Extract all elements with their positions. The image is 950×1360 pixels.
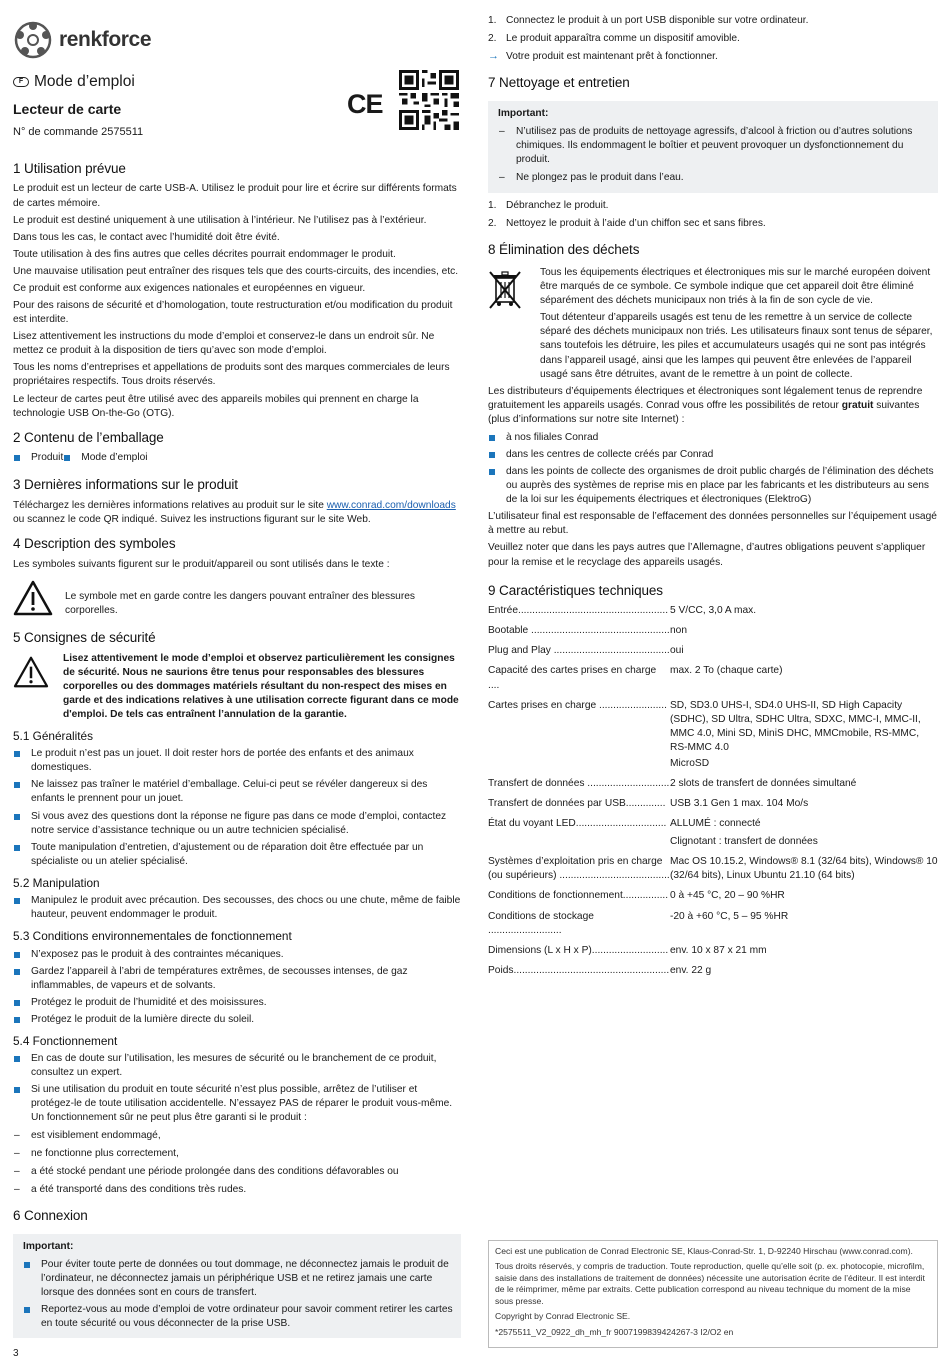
paragraph: Pour des raisons de sécurité et d’homologation, toute restructuration et/ou modification du produit est interdite. — [13, 300, 453, 326]
imprint-line: Ceci est une publication de Conrad Electronic SE, Klaus-Conrad-Str. 1, D-92240 Hirschau (www.conrad.com). — [495, 1246, 913, 1256]
list-item: Reportez-vous au mode d’emploi de votre ordinateur pour savoir comment retirer les cartes en toute sécurité ou vous déconnecter de la prise USB. — [23, 1303, 453, 1331]
spec-value — [670, 817, 938, 855]
list-item: Mode d’emploi — [63, 451, 147, 465]
list-item: Si vous avez des questions dont la réponse ne figure pas dans ce mode d’emploi, contactez notre service d’assistance technique ou un autre technicien spécialisé. — [13, 810, 461, 838]
operation-list — [13, 1052, 461, 1125]
list-item: dans les centres de collecte créés par Conrad — [488, 448, 938, 462]
spec-value-line: Clignotant : transfert de données — [670, 836, 818, 848]
connection-steps — [488, 14, 938, 46]
section-package-contents — [13, 429, 461, 469]
spec-value: oui — [670, 645, 684, 657]
text-run: ou scannez le code QR indiqué. Suivez les instructions figurant sur le site Web. — [13, 514, 371, 526]
spec-row — [488, 910, 938, 944]
paragraph: Les symboles suivants figurent sur le produit/appareil ou sont utilisés dans le texte : — [13, 558, 390, 570]
warning-icon — [13, 580, 57, 621]
important-label: Important: — [498, 107, 549, 119]
paragraph: Veuillez noter que dans les pays autres que l’Allemagne, d’autres obligations peuvent s’appliquer pour la remise et le recyclage des appareils usagés. — [488, 542, 926, 568]
paragraph: Tout détenteur d’appareils usagés est tenu de les remettre à un service de collecte séparé des déchets municipaux non triés. Les utilisateurs finaux sont tenus de séparer, sans toutefois les détruire, les piles et accumulateurs usagés qui ne sont pas intégrés dans l’appareil usagé, ainsi que les lampes qui peuvent être enlevées de l’appareil usagé sans être détruites, avant de le remettre à un point de collecte. — [540, 312, 933, 380]
section-title: 9 Caractéristiques techniques — [488, 582, 663, 598]
section-title: 4 Description des symboles — [13, 536, 176, 552]
paragraph: Le lecteur de cartes peut être utilisé avec des appareils mobiles qui prennent en charge la technologie USB On-the-Go (OTG). — [13, 393, 419, 419]
spec-value-line: ALLUMÉ : connecté — [670, 818, 761, 830]
environment-list — [13, 948, 461, 1027]
spec-row — [488, 964, 938, 984]
important-box — [488, 101, 938, 193]
spec-value — [670, 699, 938, 777]
spec-row — [488, 797, 938, 817]
step-number: 1. — [488, 200, 497, 212]
text-run-bold: gratuit — [841, 399, 874, 411]
section-symbols — [13, 535, 461, 621]
paragraph: L’utilisateur final est responsable de l’effacement des données personnelles sur l’équipement usagé à mettre au rebut. — [488, 511, 937, 537]
product-title: Lecteur de carte — [13, 101, 122, 118]
step-text: Débranchez le produit. — [506, 200, 609, 212]
spec-value: 5 V/CC, 3,0 A max. — [670, 605, 757, 617]
list-item: dans les points de collecte des organismes de droit public chargés de l’élimination des déchets ou auprès des systèmes de reprise mis en place par les fabricants et les distributeurs au sens de la loi sur les équipements électriques et électroniques (ElektroG) — [488, 465, 938, 507]
section-safety — [13, 629, 461, 1197]
spec-value: Mac OS 10.15.2, Windows® 8.1 (32/64 bits), Windows® 10 (32/64 bits), Linux Ubuntu 21.10 (64 bits) — [670, 856, 938, 882]
spec-value-line: MicroSD — [670, 757, 710, 769]
spec-value: max. 2 To (chaque carte) — [670, 665, 783, 677]
section-title: 7 Nettoyage et entretien — [488, 75, 630, 91]
qr-code-icon — [399, 70, 459, 130]
list-item: Protégez le produit de la lumière directe du soleil. — [13, 1013, 461, 1027]
subsection-title: 5.1 Généralités — [13, 728, 94, 743]
text-run: Les distributeurs d’équipements électriques et électroniques sont légalement tenus de reprendre gratuitement les appareils usagés. Conrad vous offre les possibilités de retour — [488, 385, 923, 411]
spec-row — [488, 644, 938, 664]
result-text: Votre produit est maintenant prêt à fonctionner. — [506, 51, 718, 63]
paragraph: Une mauvaise utilisation peut entraîner des risques tels que des courts-circuits, des incendies, etc. — [13, 265, 459, 277]
spec-value: -20 à +60 °C, 5 – 95 %HR — [670, 910, 789, 922]
important-list — [498, 125, 930, 185]
handling-list — [13, 894, 461, 922]
list-item: Produit — [13, 451, 63, 465]
paragraph — [13, 499, 461, 527]
text-run: suivantes (plus d’informations sur notre site Internet) : — [488, 399, 920, 425]
cleaning-steps — [488, 199, 938, 231]
spec-key: État du voyant LED................................ — [488, 818, 667, 830]
return-options-list — [488, 431, 938, 507]
list-item: – est visiblement endommagé, — [13, 1129, 461, 1143]
page-number: 3 — [13, 1348, 19, 1359]
right-column — [488, 14, 938, 984]
list-item: – N’utilisez pas de produits de nettoyage agressifs, d’alcool à friction ou d’autres solutions chimiques. Ils endommagent le boîtier et peuvent provoquer un dysfonctionnement du produit. — [498, 125, 930, 167]
spec-row — [488, 624, 938, 644]
spec-value: non — [670, 625, 687, 637]
condition-list — [13, 1129, 461, 1197]
spec-table — [488, 604, 938, 984]
crossed-bin-icon — [488, 266, 540, 385]
subsection-title: 5.3 Conditions environnementales de fonctionnement — [13, 929, 292, 944]
subsection-handling — [13, 875, 461, 922]
symbol-row — [13, 580, 461, 621]
section-title: 3 Dernières informations sur le produit — [13, 477, 238, 493]
downloads-link[interactable]: www.conrad.com/downloads — [326, 499, 456, 511]
weee-text — [540, 266, 938, 385]
imprint-line: *2575511_V2_0922_dh_mh_fr 9007199839424267-3 I2/O2 en — [495, 1326, 734, 1337]
manual-title: Mode d’emploi — [34, 73, 135, 90]
list-item: – a été stocké pendant une période prolongée dans des conditions défavorables ou — [13, 1165, 461, 1179]
section-specs — [488, 582, 938, 984]
safety-notice — [13, 652, 461, 722]
spec-value: 2 slots de transfert de données simultané — [670, 778, 857, 789]
section-cleaning — [488, 74, 938, 231]
important-label: Important: — [23, 1240, 74, 1252]
list-item: – a été transporté dans des conditions très rudes. — [13, 1183, 461, 1197]
spec-value: env. 22 g — [670, 964, 712, 976]
section-title: 1 Utilisation prévue — [13, 160, 126, 176]
step-item — [488, 217, 938, 231]
step-number: 1. — [488, 15, 497, 26]
paragraph: Tous les noms d’entreprises et appellations de produits sont des marques commerciales de leurs propriétaires respectifs. Tous droits réservés. — [13, 362, 450, 388]
text-run: Téléchargez les dernières informations relatives au produit sur le site — [13, 499, 327, 511]
spec-row — [488, 817, 938, 855]
step-number: 2. — [488, 33, 497, 45]
spec-row — [488, 777, 938, 797]
manual-label — [13, 71, 461, 92]
contents-list — [13, 451, 461, 468]
ce-mark-icon: CE — [347, 89, 383, 119]
language-flag-icon: F — [13, 77, 29, 87]
list-item: Si une utilisation du produit en toute sécurité n’est plus possible, arrêtez de l’utiliser et protégez-le de toute utilisation accidentelle. N’essayez PAS de réparer le produit vous-même. Un fonctionnement sûr ne peut plus être garanti si le produit : — [13, 1083, 461, 1125]
section-connection — [13, 1207, 461, 1338]
spec-row — [488, 664, 938, 698]
weee-block — [488, 266, 938, 385]
spec-key: Poids....................................................... — [488, 964, 670, 976]
step-text: Nettoyez le produit à l’aide d’un chiffon sec et sans fibres. — [506, 218, 766, 230]
spec-value: env. 10 x 87 x 21 mm — [670, 944, 767, 956]
subsection-title: 5.2 Manipulation — [13, 875, 100, 890]
spec-key: Entrée..................................................... — [488, 605, 669, 617]
section-latest-info — [13, 476, 461, 527]
list-item: Pour éviter toute perte de données ou tout dommage, ne déconnectez jamais le produit de l’ordinateur, ne déconnectez jamais un périphérique USB et ne retirez jamais une carte lorsque des données sont en cours de transfert. — [23, 1258, 453, 1300]
symbol-description: Le symbole met en garde contre les dangers pouvant entraîner des blessures corporelles. — [65, 590, 415, 616]
brand-logo — [13, 18, 461, 62]
result-line — [488, 50, 938, 64]
spec-value: 0 à +45 °C, 20 – 90 %HR — [670, 890, 785, 902]
section-title: 5 Consignes de sécurité — [13, 629, 156, 645]
paragraph: Lisez attentivement les instructions du mode d’emploi et conservez-le dans un endroit sûr. Ne mettez ce produit à la disposition de tiers qu’avec son mode d’emploi. — [13, 331, 435, 357]
spec-key: Transfert de données par USB.............. — [488, 798, 666, 810]
list-item: Ne laissez pas traîner le matériel d’emballage. Celui-ci peut se révéler dangereux si des enfants le prennent pour un jouet. — [13, 778, 461, 806]
section-title: 6 Connexion — [13, 1207, 88, 1223]
list-item: En cas de doute sur l’utilisation, les mesures de sécurité ou le branchement de ce produit, consultez un expert. — [13, 1052, 461, 1080]
list-item: N’exposez pas le produit à des contraintes mécaniques. — [13, 948, 461, 962]
step-item — [488, 32, 938, 46]
section-intended-use — [13, 160, 461, 421]
paragraph: Le produit est un lecteur de carte USB-A. Utilisez le produit pour lire et écrire sur différents formats de cartes mémoire. — [13, 183, 457, 209]
spec-row — [488, 889, 938, 909]
paragraph: Ce produit est conforme aux exigences nationales et européennes en vigueur. — [13, 282, 366, 294]
brand-name: renkforce — [59, 27, 152, 51]
list-item: Manipulez le produit avec précaution. Des secousses, des chocs ou une chute, même de faible hauteur, peuvent endommager le produit. — [13, 894, 461, 922]
important-list — [23, 1258, 453, 1331]
paragraph: Le produit est destiné uniquement à une utilisation à l’intérieur. Ne l’utilisez pas à l’extérieur. — [13, 214, 427, 226]
step-item — [488, 199, 938, 213]
list-item: Le produit n’est pas un jouet. Il doit rester hors de portée des enfants et des animaux domestiques. — [13, 747, 461, 775]
general-list — [13, 747, 461, 869]
paragraph: Toute utilisation à des fins autres que celles décrites pourrait endommager le produit. — [13, 248, 396, 260]
list-item: – Ne plongez pas le produit dans l’eau. — [498, 171, 930, 185]
paragraph: Tous les équipements électriques et électroniques mis sur le marché européen doivent être marqués de ce symbole. Ce symbole indique que cet appareil doit être éliminé séparément des déchets municipaux non triés à la fin de son cycle de vie. — [540, 267, 931, 307]
list-item: – ne fonctionne plus correctement, — [13, 1147, 461, 1161]
spec-key: Systèmes d’exploitation pris en charge (ou supérieurs) ....................................... — [488, 856, 670, 882]
list-item: Protégez le produit de l’humidité et des moisissures. — [13, 996, 461, 1010]
section-title: 2 Contenu de l’emballage — [13, 429, 164, 445]
step-item — [488, 14, 938, 28]
spec-row — [488, 699, 938, 777]
renkforce-logo-icon — [13, 20, 53, 60]
spec-key: Bootable ................................................. — [488, 625, 670, 637]
arrow-right-icon: → — [488, 50, 499, 63]
imprint-line: Copyright by Conrad Electronic SE. — [495, 1311, 631, 1322]
list-item: Gardez l’appareil à l’abri de températures extrêmes, de secousses intenses, de gaz inflammables, de vapeurs et de solvants. — [13, 965, 461, 993]
spec-key: Cartes prises en charge ........................ — [488, 699, 667, 711]
step-number: 2. — [488, 218, 497, 230]
imprint-box — [488, 1240, 938, 1348]
subsection-operation — [13, 1033, 461, 1197]
spec-key: Plug and Play ......................................... — [488, 645, 670, 657]
section-disposal — [488, 241, 938, 569]
spec-key: Transfert de données ............................. — [488, 778, 670, 789]
imprint-line: Tous droits réservés, y compris de traduction. Toute reproduction, quelle qu’elle soit (p. ex. photocopie, microfilm, saisie dans des installations de traitement de données) nécessite une autorisation écrite de l’éditeur. Il est interdit de le réimprimer, même par extraits. Cette publication correspond au niveau technique du moment de la mise sous presse. — [495, 1261, 925, 1306]
spec-key: Conditions de fonctionnement................ — [488, 890, 669, 902]
warning-icon — [13, 652, 63, 693]
paragraph — [488, 385, 938, 427]
list-item: à nos filiales Conrad — [488, 431, 938, 445]
subsection-title: 5.4 Fonctionnement — [13, 1033, 118, 1048]
list-item: Toute manipulation d’entretien, d’ajustement ou de réparation doit être effectuée par un spécialiste ou un atelier spécialisé. — [13, 841, 461, 869]
spec-key: Dimensions (L x H x P)........................... — [488, 944, 669, 956]
paragraph: Dans tous les cas, le contact avec l’humidité doit être évité. — [13, 231, 280, 243]
spec-value: USB 3.1 Gen 1 max. 104 Mo/s — [670, 798, 809, 810]
subsection-general — [13, 728, 461, 869]
spec-row — [488, 944, 938, 964]
section-title: 8 Élimination des déchets — [488, 242, 640, 258]
order-number: N° de commande 2575511 — [13, 125, 144, 138]
spec-row — [488, 855, 938, 889]
safety-intro: Lisez attentivement le mode d’emploi et observez particulièrement les consignes de sécurité. Nous ne saurions être tenus pour responsables des blessures corporelles ou des dommages matériels résultant du non-respect des mises en garde et des indications relatives à une utilisation correcte figurant dans ce mode d'emploi. De tels cas entraînent l’annulation de la garantie. — [63, 652, 459, 720]
important-box — [13, 1234, 461, 1338]
subsection-environment — [13, 928, 461, 1027]
spec-key: Capacité des cartes prises en charge .... — [488, 665, 657, 691]
spec-value-line: SD, SD3.0 UHS-I, SD4.0 UHS-II, SD High Capacity (SDHC), SD Ultra, SDHC Ultra, SDXC, MMC-I, MMC-II, MMC 4.0, Mini SD, MiniS DHC, MMCmobile, RS-MMC, RS-MMC 4.0 — [670, 699, 921, 753]
spec-row — [488, 604, 938, 624]
spec-key: Conditions de stockage .......................... — [488, 910, 594, 936]
left-column — [13, 0, 461, 1338]
step-text: Connectez le produit à un port USB disponible sur votre ordinateur. — [506, 15, 809, 26]
step-text: Le produit apparaîtra comme un dispositif amovible. — [506, 33, 740, 45]
